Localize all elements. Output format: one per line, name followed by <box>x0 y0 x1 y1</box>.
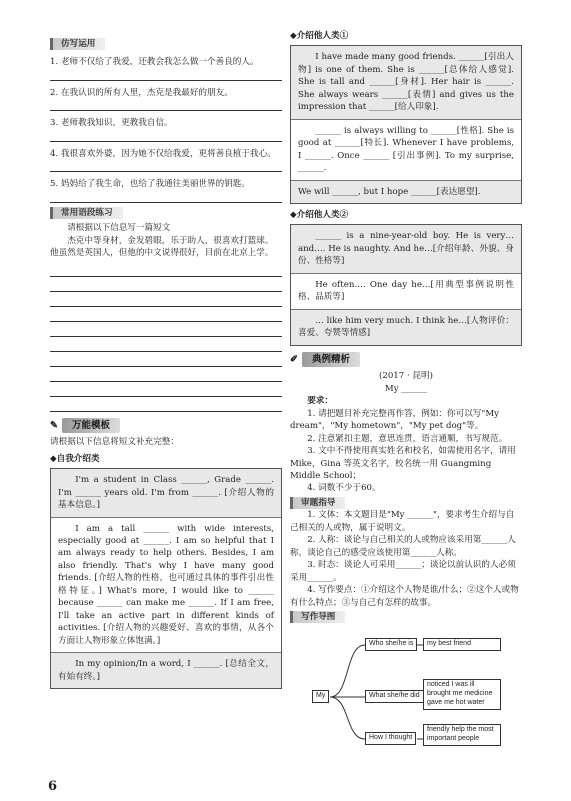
analysis-item: 1. 文体：本文题目是"My ______"，要求考生介绍与自己相关的人或物，属于说明文。 <box>290 510 515 533</box>
practice-info: 杰克中等身材，金发碧眼，乐于助人，很喜欢打篮球。他虽然是英国人，但他的中文说得很好，目前在北京上学。 <box>50 235 274 259</box>
analysis-item: 2. 人称：谈论与自己相关的人或物应该采用第______人称，谈论自己的感受应该使用第______人称。 <box>290 535 516 558</box>
right-column <box>290 26 522 757</box>
answer-line[interactable] <box>50 193 282 203</box>
template-cell: He often…. One day he…[用典型事例说明性格、品质等] <box>291 273 521 309</box>
mind-leaf: my best friend <box>423 638 501 651</box>
section-tag-mindmap: 写作导图 <box>290 611 345 623</box>
other2-box <box>290 224 522 345</box>
template-instruction: 请根据以下信息将短文补充完整： <box>50 437 179 448</box>
example-banner: ✐ 典例精析 <box>290 352 522 368</box>
sentence-list <box>50 56 282 202</box>
writing-area[interactable] <box>50 262 282 412</box>
template-banner: ✎ 万能模板 <box>50 418 282 434</box>
answer-line[interactable] <box>50 71 282 81</box>
mind-branch: How I thought <box>365 732 416 745</box>
list-item: 1. 老师不仅给了我爱，还教会我怎么做一个善良的人。 <box>50 56 282 80</box>
requirement-item: 2. 注意紧扣主题，意思连贯，语言通顺，书写规范。 <box>307 433 508 444</box>
template-cell: … like him very much. I think he…[人物评价：喜爱、夸赞等情感] <box>291 309 521 345</box>
answer-line[interactable] <box>50 101 282 111</box>
mind-root: My <box>312 690 329 703</box>
book-icon: ✎ <box>50 419 58 431</box>
requirements-heading: 要求： <box>307 396 333 407</box>
practice-prompt: 请根据以下信息写一篇短文 <box>67 223 171 234</box>
other2-heading: ◆介绍他人类② <box>290 209 349 220</box>
mind-branch: Who she/he is <box>365 638 417 651</box>
left-column <box>50 38 282 689</box>
section-tag-analysis: 审题指导 <box>290 497 345 509</box>
other1-heading: ◆介绍他人类① <box>290 31 349 41</box>
requirement-item: 4. 词数不少于60。 <box>307 483 381 494</box>
essay-title: My ______ <box>384 383 428 394</box>
template-cell: I have made many good friends. ______[引出人物] is one of them. She is ______[总体给人感觉]. She is tall and ______[身材]. Her hair is ______. She always wears ______[表情] and gives us the impression that ______[给人印象]. <box>291 46 521 118</box>
list-item: 3. 老师教我知识，更教我自信。 <box>50 117 282 141</box>
template-cell: We will ______, but I hope ______[表达愿望]. <box>291 180 521 203</box>
other1-box <box>290 45 522 204</box>
self-intro-box <box>50 468 282 689</box>
self-intro-heading: ◆自我介绍类 <box>50 453 100 464</box>
template-cell: ______ is a nine-year-old boy. He is very…and…. He is naughty. And he…[介绍年龄、外貌、身份、性格等] <box>291 225 521 272</box>
list-item: 5. 妈妈给了我生命，也给了我通往美丽世界的钥匙。 <box>50 178 282 202</box>
mind-map <box>290 627 522 757</box>
analysis-item: 4. 写作要点：①介绍这个人物是谁/什么；②这个人或物有什么特点；③与自己有怎样的故事。 <box>290 585 519 608</box>
list-item: 4. 我很喜欢外婆，因为她不仅给我爱，更将善良植于我心。 <box>50 148 282 172</box>
list-item: 2. 在我认识的所有人里，杰克是我最好的朋友。 <box>50 87 282 111</box>
requirement-item: 1. 请把题目补充完整再作答，例如：你可以写"My dream"，"My hometown"，"My pet dog"等。 <box>290 408 500 432</box>
template-cell: ______ is always willing to ______[性格]. She is good at ______[特长]. Whenever I have problems, I ______. Once ______ [引出事例]. To my surprise, ______. <box>291 119 521 180</box>
template-cell: I'm a student in Class ______, Grade ______. I'm ______ years old. I'm from ______. [介绍人物的基本信息。] <box>51 469 281 516</box>
answer-line[interactable] <box>50 132 282 142</box>
pen-icon: ✐ <box>290 353 298 365</box>
template-cell: I am a tall ______ with wide interests, especially good at ______. I am so helpful that I am always ready to help others. Besides, I am also friendly. That's why I have many good friends. [介绍人物的性格，也可通过具体的事件引出性格特征。] What's more, I would like to ______ because ______ can make me ______. If I am free, I'll take an active part in different kinds of activities. [介绍人物的兴趣爱好、喜欢的事情，从各个方面让人物形象立体饱满。] <box>51 517 281 653</box>
page-number: 6 <box>48 779 58 794</box>
section-tag-practice: 常用语段练习 <box>50 207 123 219</box>
mind-leaf: noticed I was ill brought me medicine gave me hot water <box>423 679 501 709</box>
mind-branch: What she/he did <box>365 690 424 703</box>
answer-line[interactable] <box>50 162 282 172</box>
section-tag-imitation: 仿写运用 <box>50 38 105 50</box>
requirement-item: 3. 文中不得使用真实姓名和校名，如需使用名字，请用 Mike，Gina 等英文名字，校名统一用 Guangming Middle School； <box>290 446 516 481</box>
analysis-item: 3. 时态：谈论人可采用______；谈论以前认识的人必须采用______。 <box>290 560 516 583</box>
source-label: (2017 · 昆明) <box>379 371 433 382</box>
template-cell: In my opinion/In a word, I ______. [总结全文，有始有终。] <box>51 652 281 688</box>
mind-leaf: friendly help the most important people <box>423 724 501 746</box>
